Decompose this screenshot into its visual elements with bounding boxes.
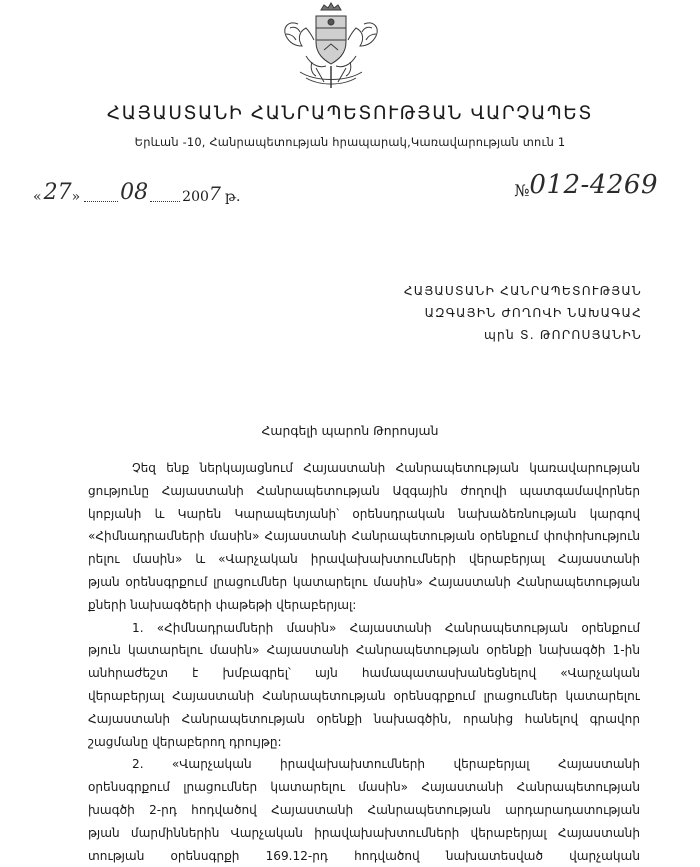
body-line: թյան օրենսգրքում լրացումներ կատարելու մասին» Հայաստանի Հանրապետության <box>88 574 640 589</box>
number-label: № <box>514 181 530 200</box>
number-value: 012-4269 <box>529 170 658 200</box>
letter-date <box>33 180 241 205</box>
body-line: Չեզ ենք ներկայացնում Հայաստանի Հանրապետության կառավարության <box>132 461 640 475</box>
letter-number <box>514 170 658 200</box>
letter-body <box>88 457 640 867</box>
body-line: Հայաստանի Հանրապետության օրենքի նախագծին, որանից հանելով գրավոր <box>88 711 640 726</box>
body-line: տության օրենսգրքի 169.12-րդ հոդվածով նախատեսված վարչական <box>88 848 640 863</box>
government-title: ՀԱՅԱՍՏԱՆԻ ՀԱՆՐԱՊԵՏՈՒԹՅԱՆ ՎԱՐՉԱՊԵՏ <box>106 103 594 124</box>
body-line: թյան մարմիններին Վարչական իրավախախտումների վերաբերյալ Հայաստանի <box>88 825 640 840</box>
body-line: օրենսգրքում լրացումներ կատարելու մասին» Հայաստանի Հանրապետության <box>88 780 640 795</box>
date-year-suffix: թ. <box>224 189 241 205</box>
body-line: 1. «Հիմնադրամների մասին» Հայաստանի Հանրապետության օրենքում <box>132 620 640 635</box>
recipient-line: ՀԱՅԱՍՏԱՆԻ ՀԱՆՐԱՊԵՏՈՒԹՅԱՆ <box>403 284 642 298</box>
recipient-line: պրն Տ. ԹՈՐՈՍՅԱՆԻՆ <box>483 328 642 342</box>
date-year-digit: 7 <box>208 183 221 205</box>
recipient-block <box>404 280 642 346</box>
body-line: կոբյանի և Կարեն Կարապետյանի՝ օրենսդրական նախաձեռնության կարգով <box>88 506 640 521</box>
recipient-line: ԱԶԳԱՅԻՆ ԺՈՂՈՎԻ ՆԱԽԱԳԱՀ <box>424 306 642 320</box>
body-line: քների նախագծերի փաթեթի վերաբերյալ: <box>88 597 357 612</box>
government-address: Երևան -10, Հանրապետության հրապարակ,Կառավարության տուն 1 <box>134 135 566 149</box>
date-year-prefix: 200 <box>182 189 209 205</box>
body-line: 2. «Վարչական իրավախախտումների վերաբերյալ Հայաստանի <box>132 757 640 772</box>
body-line: անհրաժեշտ է խմբագրել՝ այն համապատասխանեցնելով «Վարչական <box>88 666 640 681</box>
date-day: 27 <box>43 180 72 205</box>
date-dotted-line <box>84 200 118 202</box>
armenia-coat-of-arms-icon <box>276 2 386 94</box>
body-line: խագծի 2-րդ հոդվածով Հայաստանի Հանրապետության արդարադատության <box>88 802 640 817</box>
salutation: Հարգելի պարոն Թորոսյան <box>261 423 439 438</box>
date-dotted-line <box>150 200 180 202</box>
body-line: րելու մասին» և «Վարչական իրավախախտումների վերաբերյալ Հայաստանի <box>88 552 640 567</box>
date-close-quote: » <box>71 189 81 205</box>
body-line: «Հիմնադրամների մասին» Հայաստանի Հանրապետության օրենքում փոփոխություն <box>88 529 640 544</box>
body-line: վերաբերյալ Հայաստանի Հանրապետության օրենսգրքում լրացումներ կատարելու <box>88 688 640 703</box>
date-open-quote: « <box>33 189 42 205</box>
body-line: թյուն կատարելու մասին» Հայաստանի Հանրապետության օրենքի նախագծի 1-ին <box>88 643 640 658</box>
date-month: 08 <box>120 180 149 205</box>
body-line: շացմանը վերաբերող դրույթը: <box>88 734 282 749</box>
body-line: ցությունը Հայաստանի Հանրապետության Ազգային ժողովի պատգամավորներ <box>88 483 640 498</box>
